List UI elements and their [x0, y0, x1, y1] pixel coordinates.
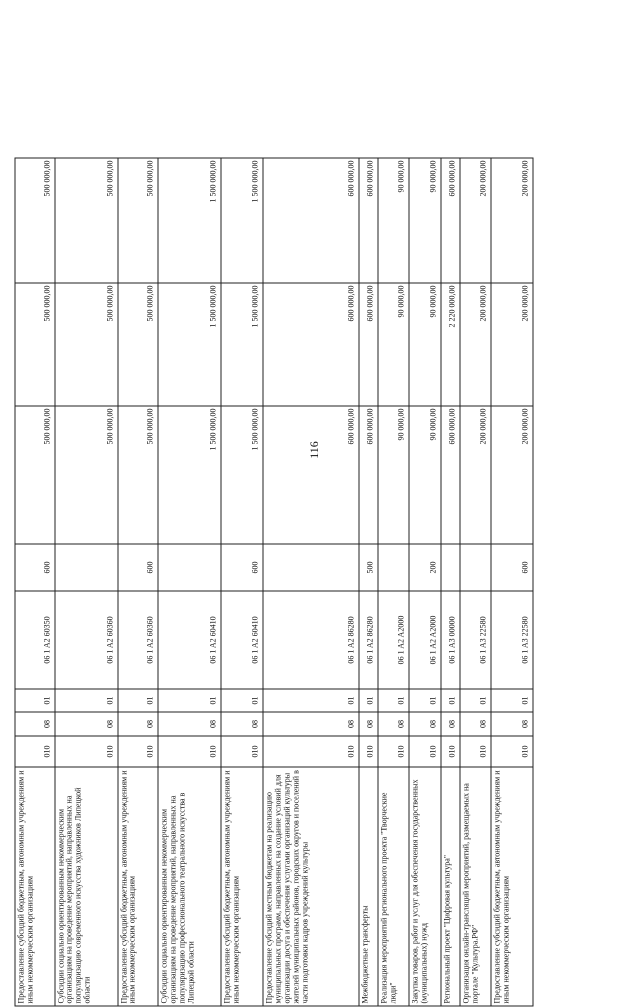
row-name: Предоставление субсидий бюджетным, автономным учреждениям и иным некоммерческим организациям — [221, 767, 263, 1006]
row-name: Предоставление субсидий бюджетным, автономным учреждениям и иным некоммерческим организациям — [15, 767, 55, 1006]
cell-sum-3: 90 000,00 — [409, 158, 441, 283]
cell-gr: 010 — [263, 736, 359, 767]
cell-pr: 01 — [15, 689, 55, 712]
cell-pr: 01 — [441, 689, 460, 712]
cell-rz: 08 — [118, 712, 159, 736]
cell-rz: 08 — [15, 712, 55, 736]
page-number: 116 — [307, 441, 321, 459]
table-row — [118, 158, 159, 1006]
cell-sum-3: 200 000,00 — [491, 158, 533, 283]
cell-sum-2: 1 500 000,00 — [158, 283, 221, 406]
cell-csr: 06 1 A2 60410 — [221, 591, 263, 689]
cell-vr: 600 — [221, 544, 263, 591]
cell-vr: 200 — [409, 544, 441, 591]
cell-pr: 01 — [55, 689, 118, 712]
cell-sum-1: 1 500 000,00 — [221, 406, 263, 544]
cell-gr: 010 — [359, 736, 378, 767]
row-name: Субсидии социально ориентированным некоммерческим организациям на проведение мероприятий, направленных на популяризацию профессионального театрального искусства в Липецкой области — [158, 767, 221, 1006]
cell-csr: 06 1 A3 00000 — [441, 591, 460, 689]
table-row — [158, 158, 221, 1006]
table-row — [491, 158, 533, 1006]
cell-csr: 06 1 A2 60410 — [158, 591, 221, 689]
cell-vr: 600 — [118, 544, 159, 591]
row-name: Региональный проект "Цифровая культура" — [441, 767, 460, 1006]
cell-rz: 08 — [263, 712, 359, 736]
cell-csr: 06 1 A3 22580 — [460, 591, 491, 689]
row-name: Закупка товаров, работ и услуг для обеспечения государственных (муниципальных) нужд — [409, 767, 441, 1006]
cell-sum-1: 500 000,00 — [118, 406, 159, 544]
cell-csr: 06 1 A2 60350 — [15, 591, 55, 689]
cell-gr: 010 — [460, 736, 491, 767]
cell-rz: 08 — [441, 712, 460, 736]
cell-sum-2: 200 000,00 — [460, 283, 491, 406]
row-name: Предоставление субсидий местным бюджетам на реализацию муниципальных программ, направленных на создание условий для организации досуга и обеспечения услугами организаций культуры жителей муниципальных районов, городских округов и поселений в части подготовки кадров учреждений культуры — [263, 767, 359, 1006]
table-row — [441, 158, 460, 1006]
cell-pr: 01 — [221, 689, 263, 712]
cell-vr — [263, 544, 359, 591]
cell-sum-1: 90 000,00 — [409, 406, 441, 544]
cell-csr: 06 1 A2 A2000 — [409, 591, 441, 689]
table-row — [460, 158, 491, 1006]
cell-sum-3: 500 000,00 — [118, 158, 159, 283]
cell-sum-1: 90 000,00 — [378, 406, 409, 544]
cell-vr — [378, 544, 409, 591]
cell-gr: 010 — [158, 736, 221, 767]
cell-gr: 010 — [55, 736, 118, 767]
cell-rz: 08 — [359, 712, 378, 736]
cell-pr: 01 — [263, 689, 359, 712]
cell-gr: 010 — [491, 736, 533, 767]
cell-sum-2: 2 220 000,00 — [441, 283, 460, 406]
table-row — [263, 158, 359, 1006]
cell-rz: 08 — [158, 712, 221, 736]
cell-sum-2: 500 000,00 — [118, 283, 159, 406]
cell-sum-1: 1 500 000,00 — [158, 406, 221, 544]
cell-sum-3: 200 000,00 — [460, 158, 491, 283]
table-row — [359, 158, 378, 1006]
cell-csr: 06 1 A2 60360 — [55, 591, 118, 689]
cell-sum-2: 200 000,00 — [491, 283, 533, 406]
cell-pr: 01 — [378, 689, 409, 712]
cell-sum-2: 600 000,00 — [359, 283, 378, 406]
cell-sum-3: 600 000,00 — [263, 158, 359, 283]
cell-csr: 06 1 A2 A2000 — [378, 591, 409, 689]
cell-gr: 010 — [15, 736, 55, 767]
row-name: Предоставление субсидий бюджетным, автономным учреждениям и иным некоммерческим организациям — [491, 767, 533, 1006]
cell-sum-1: 600 000,00 — [441, 406, 460, 544]
cell-sum-3: 500 000,00 — [15, 158, 55, 283]
table-row — [55, 158, 118, 1006]
cell-gr: 010 — [409, 736, 441, 767]
table-row — [378, 158, 409, 1006]
cell-csr: 06 1 A2 86280 — [359, 591, 378, 689]
cell-rz: 08 — [378, 712, 409, 736]
cell-sum-1: 600 000,00 — [263, 406, 359, 544]
cell-sum-3: 600 000,00 — [359, 158, 378, 283]
row-name: Реализация мероприятий регионального проекта "Творческие люди" — [378, 767, 409, 1006]
cell-pr: 01 — [118, 689, 159, 712]
cell-sum-1: 600 000,00 — [359, 406, 378, 544]
table-row — [221, 158, 263, 1006]
cell-rz: 08 — [491, 712, 533, 736]
cell-sum-1: 500 000,00 — [55, 406, 118, 544]
cell-sum-2: 500 000,00 — [15, 283, 55, 406]
budget-table — [15, 158, 534, 1007]
cell-pr: 01 — [158, 689, 221, 712]
budget-table-container — [15, 159, 534, 1007]
cell-sum-2: 500 000,00 — [55, 283, 118, 406]
cell-pr: 01 — [409, 689, 441, 712]
cell-sum-3: 600 000,00 — [441, 158, 460, 283]
cell-sum-3: 1 500 000,00 — [221, 158, 263, 283]
cell-vr: 500 — [359, 544, 378, 591]
cell-sum-3: 500 000,00 — [55, 158, 118, 283]
cell-csr: 06 1 A3 22580 — [491, 591, 533, 689]
cell-gr: 010 — [378, 736, 409, 767]
cell-pr: 01 — [491, 689, 533, 712]
cell-vr — [158, 544, 221, 591]
cell-sum-2: 600 000,00 — [263, 283, 359, 406]
cell-sum-3: 1 500 000,00 — [158, 158, 221, 283]
cell-gr: 010 — [221, 736, 263, 767]
cell-vr — [441, 544, 460, 591]
cell-rz: 08 — [409, 712, 441, 736]
row-name: Межбюджетные трансферты — [359, 767, 378, 1006]
cell-rz: 08 — [55, 712, 118, 736]
table-row — [15, 158, 55, 1006]
cell-vr: 600 — [15, 544, 55, 591]
cell-sum-1: 200 000,00 — [460, 406, 491, 544]
cell-vr — [460, 544, 491, 591]
row-name: Организация онлайн-трансляций мероприятий, размещаемых на портале "Культура.РФ" — [460, 767, 491, 1006]
cell-sum-2: 1 500 000,00 — [221, 283, 263, 406]
table-row — [409, 158, 441, 1006]
cell-gr: 010 — [441, 736, 460, 767]
cell-sum-2: 90 000,00 — [409, 283, 441, 406]
cell-csr: 06 1 A2 60360 — [118, 591, 159, 689]
cell-pr: 01 — [460, 689, 491, 712]
cell-pr: 01 — [359, 689, 378, 712]
cell-sum-1: 200 000,00 — [491, 406, 533, 544]
cell-gr: 010 — [118, 736, 159, 767]
cell-sum-2: 90 000,00 — [378, 283, 409, 406]
cell-rz: 08 — [221, 712, 263, 736]
cell-sum-3: 90 000,00 — [378, 158, 409, 283]
cell-csr: 06 1 A2 86280 — [263, 591, 359, 689]
cell-rz: 08 — [460, 712, 491, 736]
cell-vr: 600 — [491, 544, 533, 591]
row-name: Предоставление субсидий бюджетным, автономным учреждениям и иным некоммерческим организациям — [118, 767, 159, 1006]
row-name: Субсидии социально ориентированным некоммерческим организациям на проведение мероприятий, направленных на популяризацию современного искусства художников Липецкой области — [55, 767, 118, 1006]
cell-sum-1: 500 000,00 — [15, 406, 55, 544]
cell-vr — [55, 544, 118, 591]
